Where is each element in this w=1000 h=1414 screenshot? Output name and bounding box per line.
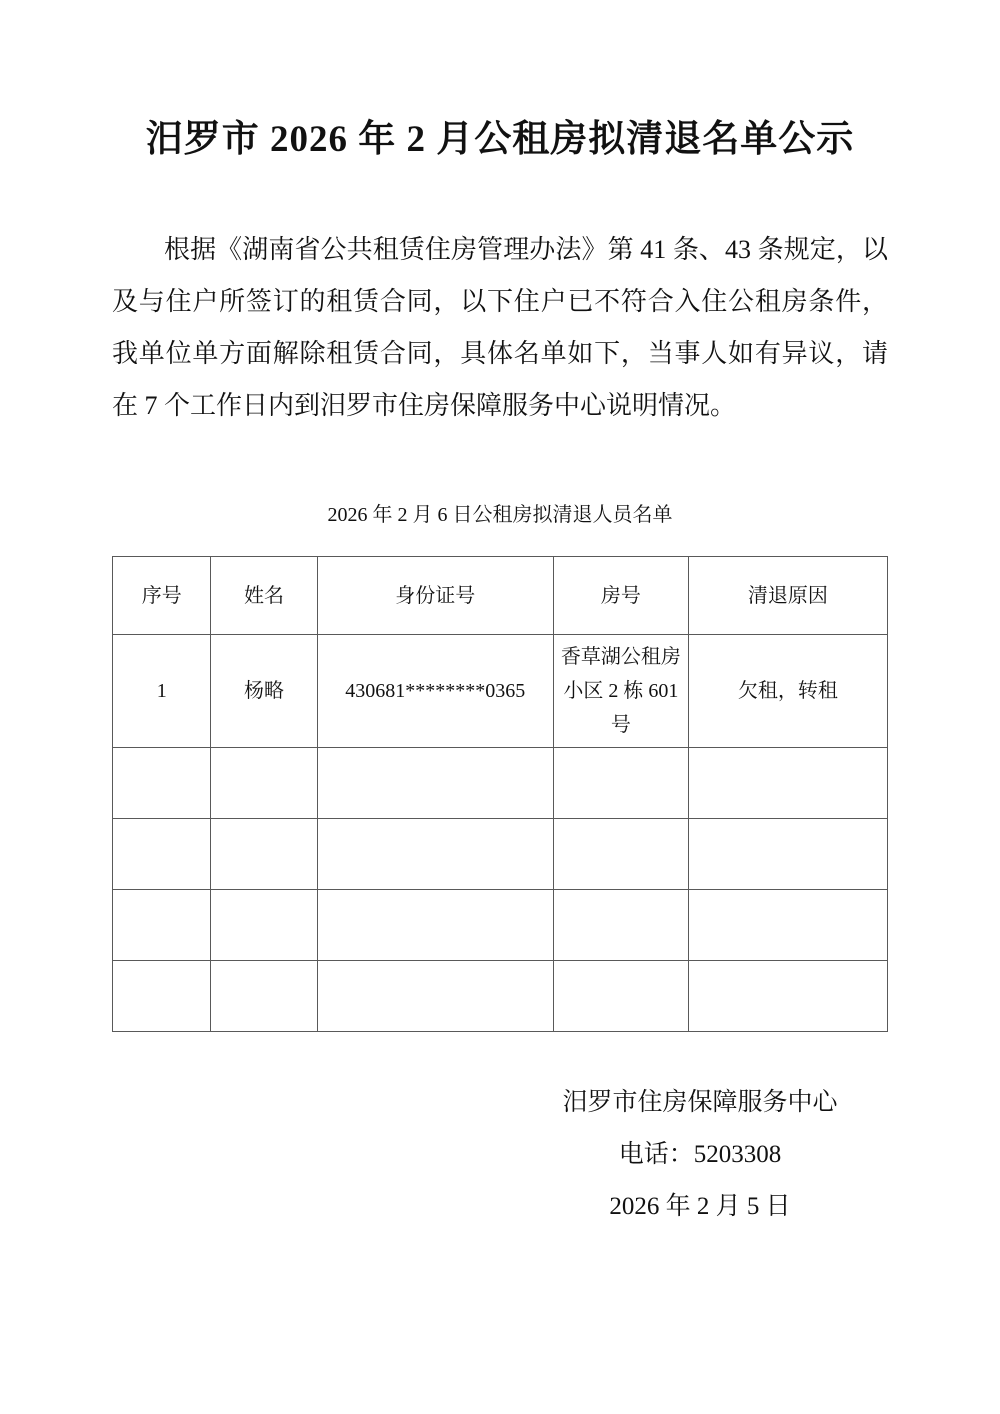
empty-table-row <box>113 961 888 1032</box>
empty-cell <box>688 748 887 819</box>
empty-cell <box>211 819 317 890</box>
date-line: 2026 年 2 月 5 日 <box>609 1193 791 1221</box>
room-cell: 香草湖公租房小区 2 栋 601 号 <box>553 635 688 748</box>
issuer-line: 汨罗市住房保障服务中心 <box>562 1089 838 1117</box>
empty-table-row <box>113 890 888 961</box>
empty-cell <box>688 890 887 961</box>
empty-cell <box>317 961 553 1032</box>
empty-cell <box>211 961 317 1032</box>
phone-line: 电话：5203308 <box>618 1141 782 1169</box>
empty-table-row <box>113 819 888 890</box>
id-number-cell: 430681********0365 <box>317 635 553 748</box>
roster-table <box>112 556 888 1032</box>
empty-cell <box>688 961 887 1032</box>
signature-block <box>540 1088 860 1222</box>
empty-cell <box>317 890 553 961</box>
empty-cell <box>211 890 317 961</box>
empty-cell <box>113 748 211 819</box>
empty-cell <box>113 961 211 1032</box>
empty-cell <box>553 748 688 819</box>
header-cell-name: 姓名 <box>211 557 317 635</box>
empty-table-row <box>113 748 888 819</box>
header-cell-id-number: 身份证号 <box>317 557 553 635</box>
empty-cell <box>553 961 688 1032</box>
empty-cell <box>688 819 887 890</box>
header-cell-serial: 序号 <box>113 557 211 635</box>
empty-cell <box>113 819 211 890</box>
name-cell: 杨略 <box>211 635 317 748</box>
header-cell-reason: 清退原因 <box>688 557 887 635</box>
document-title: 汨罗市 2026 年 2 月公租房拟清退名单公示 <box>145 119 855 160</box>
empty-cell <box>211 748 317 819</box>
empty-cell <box>113 890 211 961</box>
table-caption: 2026 年 2 月 6 日公租房拟清退人员名单 <box>327 504 673 527</box>
table-header-row <box>113 557 888 635</box>
empty-cell <box>317 748 553 819</box>
serial-cell: 1 <box>113 635 211 748</box>
empty-cell <box>317 819 553 890</box>
reason-cell: 欠租，转租 <box>688 635 887 748</box>
empty-cell <box>553 819 688 890</box>
table-row <box>113 635 888 748</box>
header-cell-room: 房号 <box>553 557 688 635</box>
empty-cell <box>553 890 688 961</box>
intro-paragraph: 根据《湖南省公共租赁住房管理办法》第 41 条、43 条规定，以及与住户所签订的租赁合同，以下住户已不符合入住公租房条件，我单位单方面解除租赁合同，具体名单如下，当事人如有异议，请在 7 个工作日内到汨罗市住房保障服务中心说明情况。 <box>112 235 888 421</box>
